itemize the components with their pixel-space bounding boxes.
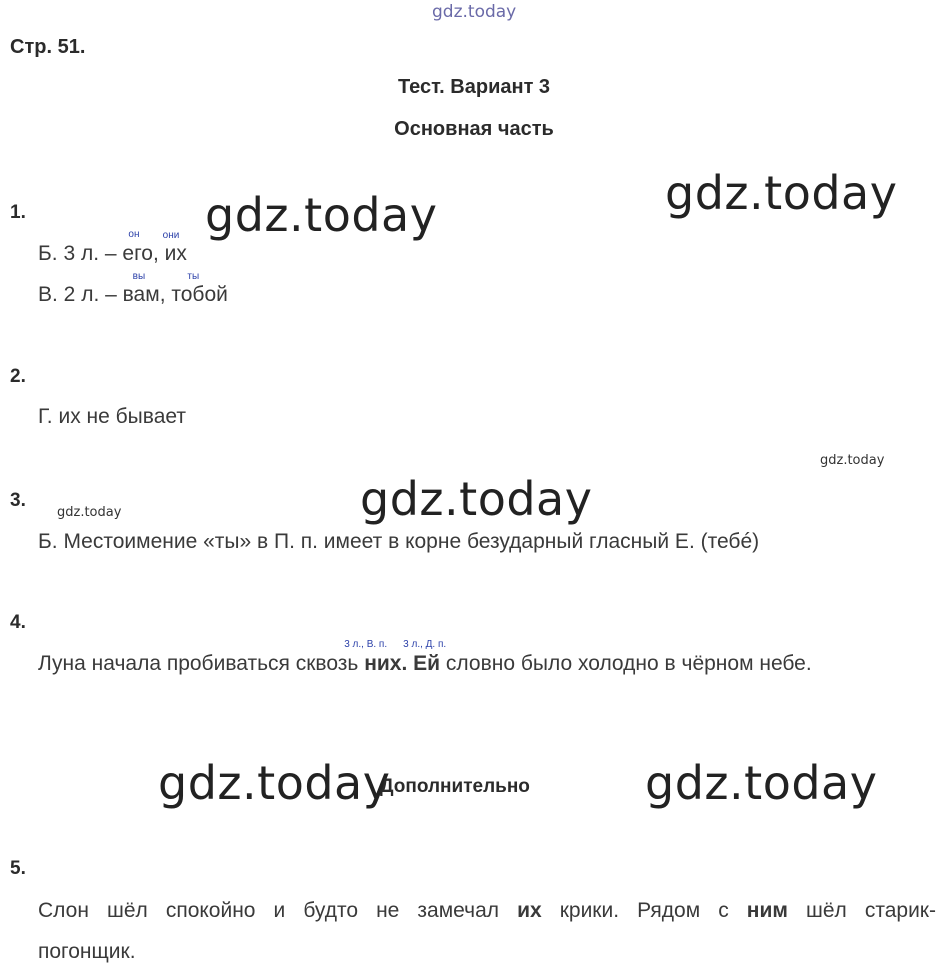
watermark-top: gdz.today [432, 2, 517, 22]
answer-line: Г. их не бывает [38, 405, 186, 428]
answer-line: Б. Местоимение «ты» в П. п. имеет в корне безударный гласный Е. (тебé) [38, 530, 760, 553]
watermark-small: gdz.today [820, 453, 885, 468]
page-number: Стр. 51. [10, 36, 86, 58]
question-number: 4. [10, 612, 26, 633]
watermark-large: gdz.today [205, 188, 438, 242]
question-number: 5. [10, 858, 26, 879]
annotation: он [128, 229, 140, 240]
watermark-large: gdz.today [665, 166, 898, 220]
test-title: Тест. Вариант 3 [397, 76, 551, 98]
answer-line: Слон шёл спокойно и будто не замечал их крики. Рядом с ним шёл старик- [38, 899, 936, 922]
answer-line: Б. 3 л. – он его, они их [38, 229, 187, 265]
question-number: 3. [10, 490, 26, 511]
watermark-large: gdz.today [158, 756, 391, 810]
annotation: 3 л., В. п. [344, 639, 388, 650]
answer-line: Луна начала пробиваться сквозь 3 л., В. п. них. 3 л., Д. п. Ей словно было холодно в чёрном небе. [38, 639, 812, 675]
annotation: 3 л., Д. п. [403, 639, 447, 650]
section-title: Дополнительно [380, 776, 530, 797]
question-number: 2. [10, 366, 26, 387]
answer-line: погонщик. [38, 940, 136, 963]
answer-line: В. 2 л. – вы вам, ты тобой [38, 271, 228, 306]
annotation: вы [132, 271, 146, 282]
question-number: 1. [10, 202, 26, 223]
watermark-large: gdz.today [360, 472, 593, 526]
section-title: Основная часть [394, 118, 554, 140]
annotation: они [162, 230, 180, 241]
watermark-large: gdz.today [645, 756, 878, 810]
annotation: ты [187, 271, 200, 282]
watermark-small: gdz.today [57, 505, 122, 520]
